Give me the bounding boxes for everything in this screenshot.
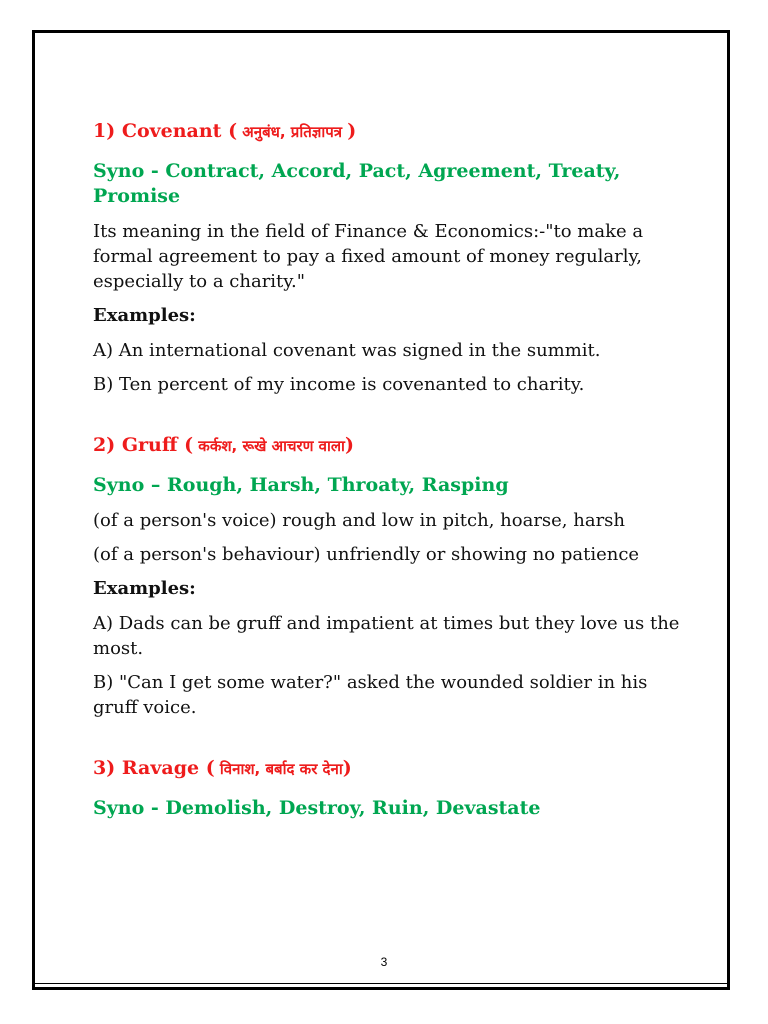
examples-title: Examples: <box>93 305 196 326</box>
hindi-meaning: अनुबंध, प्रतिज्ञापत्र <box>237 123 348 141</box>
page-number: 3 <box>380 955 388 969</box>
document-body <box>93 118 693 831</box>
examples-title: Examples: <box>93 578 196 599</box>
definition: Its meaning in the field of Finance & Economics:-"to make a formal agreement to pay a fixed amount of money regularly, especially to a charity." <box>93 221 644 292</box>
word-heading: 1) Covenant ( अनुबंध, प्रतिज्ञापत्र ) <box>93 120 357 142</box>
synonyms: Syno - Demolish, Destroy, Ruin, Devastate <box>93 797 541 819</box>
example-sentence: B) "Can I get some water?" asked the wounded soldier in his gruff voice. <box>93 672 648 718</box>
word-heading: 2) Gruff ( कर्कश, रूखे आचरण वाला) <box>93 434 354 456</box>
definition: (of a person's voice) rough and low in pitch, hoarse, harsh <box>93 510 626 531</box>
synonyms: Syno - Contract, Accord, Pact, Agreement, Treaty, Promise <box>93 160 621 207</box>
example-sentence: A) Dads can be gruff and impatient at times but they love us the most. <box>93 613 680 659</box>
hindi-meaning: विनाश, बर्बाद कर देना <box>214 760 343 778</box>
synonyms: Syno – Rough, Harsh, Throaty, Rasping <box>93 474 509 496</box>
hindi-meaning: कर्कश, रूखे आचरण वाला <box>193 437 345 455</box>
word-heading: 3) Ravage ( विनाश, बर्बाद कर देना) <box>93 757 352 779</box>
entry-ravage <box>93 755 693 821</box>
entry-covenant <box>93 118 693 397</box>
definition: (of a person's behaviour) unfriendly or showing no patience <box>93 544 640 565</box>
example-sentence: A) An international covenant was signed in the summit. <box>93 340 601 361</box>
example-sentence: B) Ten percent of my income is covenanted to charity. <box>93 374 585 395</box>
entry-gruff <box>93 432 693 720</box>
